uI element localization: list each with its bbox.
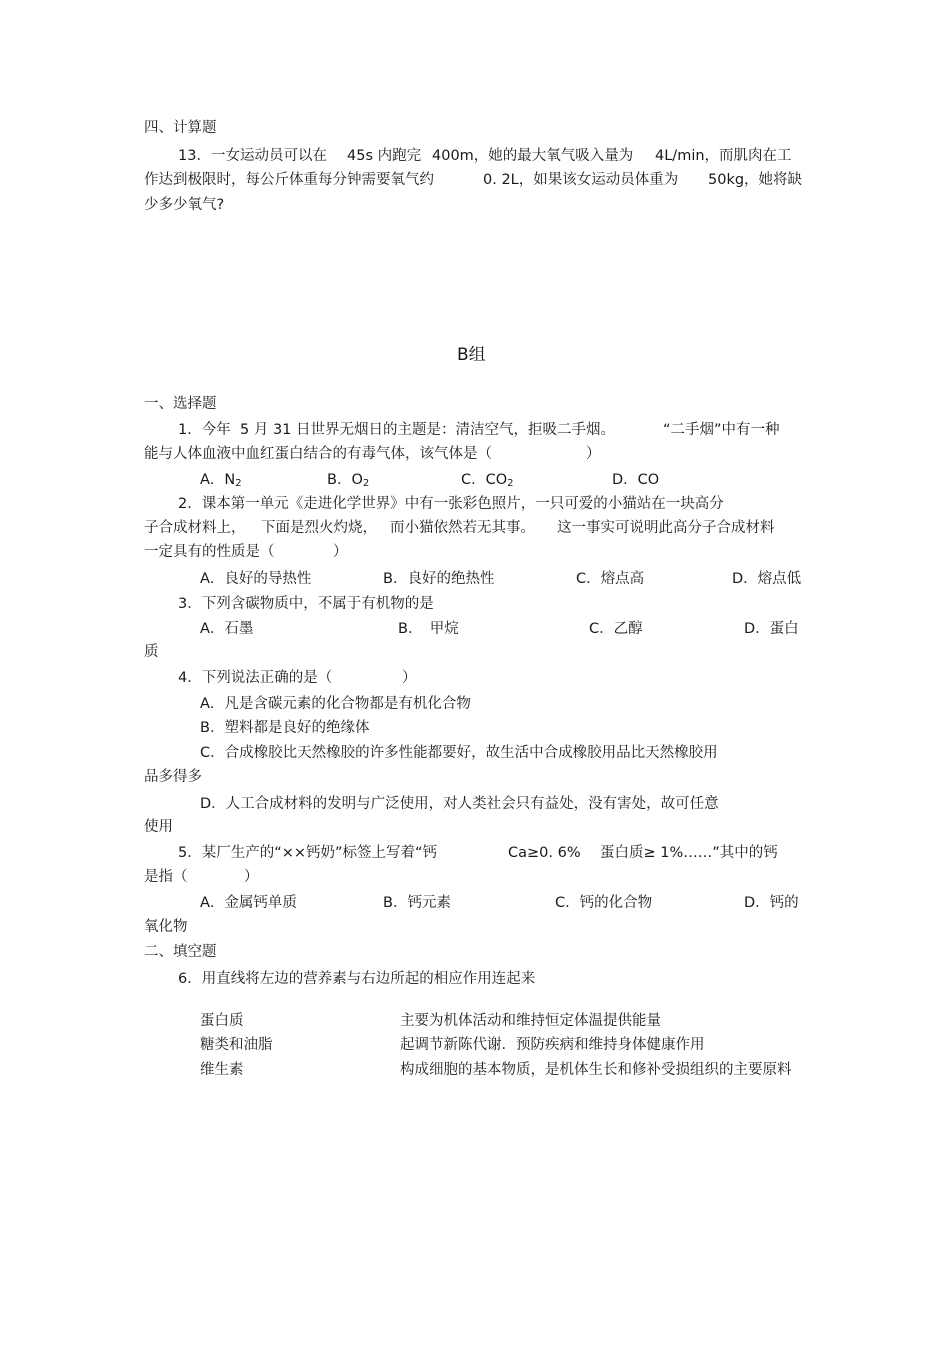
q2-line3-part2: ） bbox=[333, 544, 348, 560]
q5-line1-part3: 蛋白质≥ 1%……”其中的钙 bbox=[600, 845, 778, 861]
q1-option-c: C．$CO_2$ bbox=[461, 472, 514, 489]
q1-line1-part2: 5 月 31 日世界无烟日的主题是：清洁空气，拒吸二手烟。 bbox=[240, 422, 616, 438]
q13-line2-part2: 0. 2L，如果该女运动员体重为 bbox=[483, 172, 679, 188]
section-heading-calc: 四、计算题 bbox=[144, 120, 217, 136]
q3-line1: 3．下列含碳物质中，不属于有机物的是 bbox=[178, 596, 434, 612]
q6-left-item: 维生素 bbox=[200, 1062, 244, 1078]
section-heading-fill: 二、填空题 bbox=[144, 944, 217, 960]
q3-option-b: B． 甲烷 bbox=[398, 621, 459, 637]
q13-line1-part1: 13．一女运动员可以在 bbox=[178, 148, 327, 164]
q2-line3-part1: 一定具有的性质是（ bbox=[144, 544, 275, 560]
q2-option-a: A．良好的导热性 bbox=[200, 571, 312, 587]
q13-line2-part1: 作达到极限时，每公斤体重每分钟需要氧气约 bbox=[144, 172, 434, 188]
q13-line1-part2: 45s 内跑完 bbox=[347, 148, 422, 164]
q1-line2-part2: ） bbox=[586, 446, 601, 462]
q4-line1-part2: ） bbox=[402, 670, 417, 686]
q6-right-item: 构成细胞的基本物质，是机体生长和修补受损组织的主要原料 bbox=[400, 1062, 792, 1078]
q2-line1: 2．课本第一单元《走进化学世界》中有一张彩色照片，一只可爱的小猫站在一块高分 bbox=[178, 496, 724, 512]
q2-line2-part4: 这一事实可说明此高分子合成材料 bbox=[557, 520, 775, 536]
q4-option-d: D．人工合成材料的发明与广泛使用，对人类社会只有益处，没有害处，故可任意 bbox=[200, 796, 719, 812]
q4-option-c-wrap: 品多得多 bbox=[144, 769, 202, 785]
q3-option-c: C．乙醇 bbox=[589, 621, 643, 637]
q2-option-c: C．熔点高 bbox=[576, 571, 645, 587]
q1-option-a: A．$N_2$ bbox=[200, 472, 242, 489]
q5-line2-part2: ） bbox=[244, 869, 259, 885]
q2-option-b: B．良好的绝热性 bbox=[383, 571, 495, 587]
q5-option-c: C．钙的化合物 bbox=[555, 895, 653, 911]
q3-option-d-wrap: 质 bbox=[144, 644, 159, 660]
q13-line1-part3: 400m，她的最大氧气吸入量为 bbox=[432, 148, 634, 164]
q4-option-c: C．合成橡胶比天然橡胶的许多性能都要好，故生活中合成橡胶用品比天然橡胶用 bbox=[200, 745, 718, 761]
q6-right-item: 主要为机体活动和维持恒定体温提供能量 bbox=[400, 1013, 661, 1029]
section-heading-choice: 一、选择题 bbox=[144, 396, 217, 412]
q3-option-d: D．蛋白 bbox=[744, 621, 799, 637]
q2-option-d: D．熔点低 bbox=[732, 571, 802, 587]
q13-line2-part3: 50kg，她将缺 bbox=[708, 172, 803, 188]
q1-line2-part1: 能与人体血液中血红蛋白结合的有毒气体，该气体是（ bbox=[144, 446, 492, 462]
q4-option-a: A．凡是含碳元素的化合物都是有机化合物 bbox=[200, 696, 471, 712]
q13-line1-part4: 4L/min，而肌肉在工 bbox=[655, 148, 792, 164]
q1-line1-part3: “二手烟”中有一种 bbox=[663, 422, 780, 438]
q1-option-d: D．CO bbox=[612, 472, 660, 488]
q6-line1: 6．用直线将左边的营养素与右边所起的相应作用连起来 bbox=[178, 971, 536, 987]
q4-option-d-wrap: 使用 bbox=[144, 819, 173, 835]
q5-line2-part1: 是指（ bbox=[144, 869, 188, 885]
q5-option-a: A．金属钙单质 bbox=[200, 895, 297, 911]
q5-line1-part2: Ca≥0. 6% bbox=[508, 845, 581, 861]
q3-option-a: A．石墨 bbox=[200, 621, 254, 637]
q5-option-b: B．钙元素 bbox=[383, 895, 451, 911]
q1-option-b: B．$O_2$ bbox=[327, 472, 370, 489]
q2-line2-part3: 而小猫依然若无其事。 bbox=[390, 520, 535, 536]
q13-line3: 少多少氧气? bbox=[144, 197, 225, 213]
q4-line1-part1: 4．下列说法正确的是（ bbox=[178, 670, 333, 686]
q1-line1-part1: 1．今年 bbox=[178, 422, 231, 438]
q6-left-item: 糖类和油脂 bbox=[200, 1037, 273, 1053]
q2-line2-part1: 子合成材料上， bbox=[144, 520, 246, 536]
q2-line2-part2: 下面是烈火灼烧， bbox=[261, 520, 377, 536]
q4-option-b: B．塑料都是良好的绝缘体 bbox=[200, 720, 370, 736]
q6-left-item: 蛋白质 bbox=[200, 1013, 244, 1029]
q6-right-item: 起调节新陈代谢．预防疾病和维持身体健康作用 bbox=[400, 1037, 705, 1053]
q5-line1-part1: 5．某厂生产的“××钙奶”标签上写着“钙 bbox=[178, 845, 438, 861]
group-b-title: B组 bbox=[457, 345, 486, 365]
q5-option-d: D．钙的 bbox=[744, 895, 799, 911]
q5-option-d-wrap: 氧化物 bbox=[144, 919, 188, 935]
